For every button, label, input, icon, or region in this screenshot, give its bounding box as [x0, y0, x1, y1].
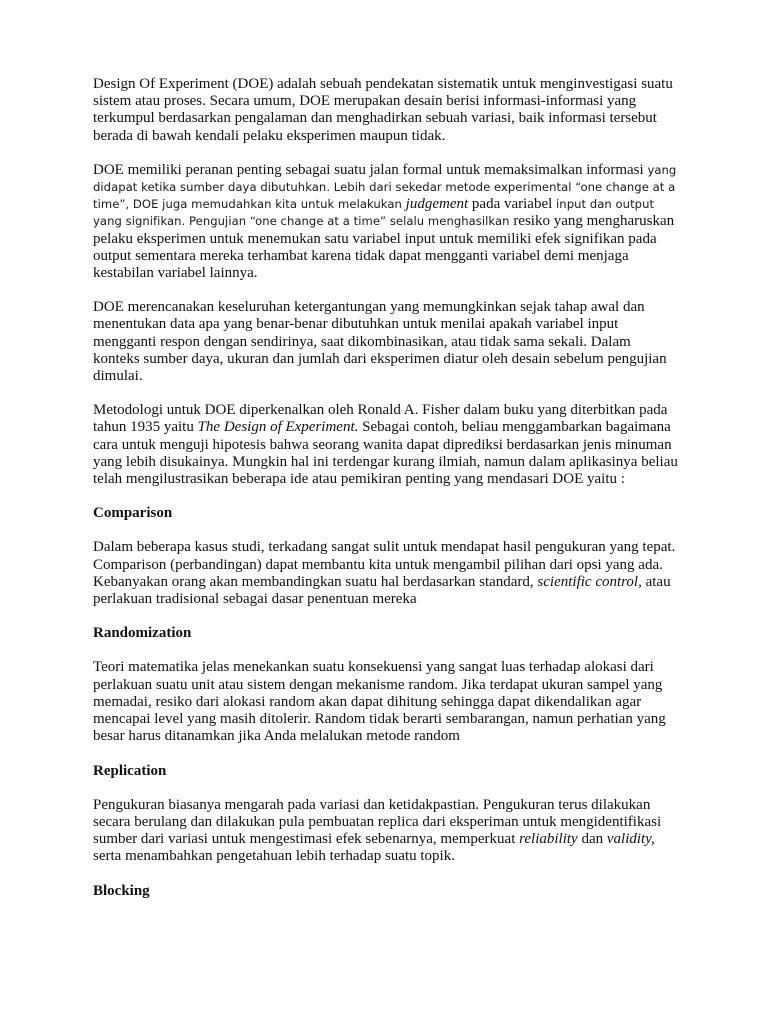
paragraph-intro: [93, 76, 680, 145]
paragraph-randomization-text: Teori matematika jelas menekankan suatu konsekuensi yang sangat luas terhadap alokasi dari perlakuan suatu unit atau sistem dengan mekanisme random. Jika terdapat ukuran sampel yang memadai, resiko dari alokasi random akan dapat dihitung sehingga dapat dikendalikan agar mencapai level yang masih ditolerir. Random tidak berarti sembarangan, namun perhatian yang besar harus ditanamkan jika Anda melalukan metode random: [93, 659, 666, 745]
comparison-text-c: atau perlakuan tradisional sebagai dasar penentuan mereka: [93, 573, 671, 608]
doe-role-text-e: input dan output yang signifikan. Pengujian “one change at a time” selalu menghasilkan: [93, 197, 655, 229]
doe-role-text-b: yang didapat ketika sumber daya dibutuhkan. Lebih dari sekedar metode experimental “one change at a time”, DOE juga memudahkan kita untuk melakukan: [93, 162, 677, 212]
doe-role-text-d: pada variabel: [471, 196, 553, 213]
replication-text-e: serta menambahkan pengetahuan lebih terhadap suatu topik.: [93, 848, 455, 865]
doe-role-text-f: resiko yang mengharuskan pelaku eksperimen untuk menemukan satu variabel input untuk memiliki efek signifikan pada output sementara mereka terhambat karena tidak dapat mengganti variabel demi menjaga kestabilan variabel lainnya.: [93, 213, 675, 282]
replication-text-a: Pengukuran biasanya mengarah pada variasi dan ketidakpastian. Pengukuran terus dilakukan secara berulang dan dilakukan pula pembuatan replica dari eksperiman untuk mengidentifikasi sumber dari variasi untuk mengestimasi efek sebenarnya, memperkuat: [93, 796, 662, 848]
doe-role-text-a: DOE memiliki peranan penting sebagai suatu jalan formal untuk memaksimalkan informasi: [93, 161, 644, 178]
paragraph-randomization: [93, 659, 680, 745]
paragraph-intro-text: Design Of Experiment (DOE) adalah sebuah pendekatan sistematik untuk menginvestigasi suatu sistem atau proses. Secara umum, DOE merupakan desain berisi informasi-informasi yang terkumpul berdasarkan pengalaman dan menghadirkan sebuah variasi, baik informasi tersebut berada di bawah kendali pelaku eksperimen maupun tidak.: [93, 76, 673, 144]
comparison-text-a: Dalam beberapa kasus studi, terkadang sangat sulit untuk mendapat hasil pengukuran yang tepat. Comparison (perbandingan) dapat membantu kita untuk mengambil pilihan dari opsi yang ada. Kebanyakan orang akan membandingkan suatu hal berdasarkan standard,: [93, 539, 676, 590]
paragraph-doe-planning: [93, 299, 680, 385]
heading-randomization: Randomization: [93, 625, 192, 642]
replication-reliability: reliability: [519, 831, 578, 848]
paragraph-doe-role: [93, 162, 680, 282]
heading-blocking: Blocking: [93, 882, 150, 899]
heading-comparison: Comparison: [93, 505, 173, 522]
methodology-text-c: Sebagai contoh, beliau menggambarkan bagaimana cara untuk menguji hipotesis bahwa seorang wanita dapat diprediksi berdasarkan jenis minuman yang lebih disukainya. Mungkin hal ini terdengar kurang ilmiah, namun dalam aplikasinya beliau telah mengilustrasikan beberapa ide atau pemikiran penting yang mendasari DOE yaitu :: [93, 419, 678, 488]
paragraph-replication: [93, 797, 680, 866]
methodology-book-title: The Design of Experiment.: [197, 419, 359, 436]
paragraph-comparison: [93, 539, 680, 608]
heading-replication: Replication: [93, 762, 167, 779]
replication-validity: validity,: [606, 831, 655, 848]
replication-text-c: dan: [581, 831, 604, 848]
paragraph-doe-planning-text: DOE merencanakan keseluruhan ketergantungan yang memungkinkan sejak tahap awal dan menentukan data apa yang benar-benar dibutuhkan untuk menilai apakah variabel input mengganti respon dengan sendirinya, saat dikombinasikan, atau tidak sama sekali. Dalam konteks sumber daya, ukuran dan jumlah dari eksperimen diatur oleh desain sebelum pengujian dimulai.: [93, 299, 667, 385]
comparison-scientific-control: scientific control,: [537, 573, 642, 590]
methodology-text-a: Metodologi untuk DOE diperkenalkan oleh Ronald A. Fisher dalam buku yang diterbitkan pada tahun 1935 yaitu: [93, 402, 668, 436]
paragraph-methodology: [93, 402, 680, 488]
doe-role-judgement: judgement: [405, 196, 469, 213]
